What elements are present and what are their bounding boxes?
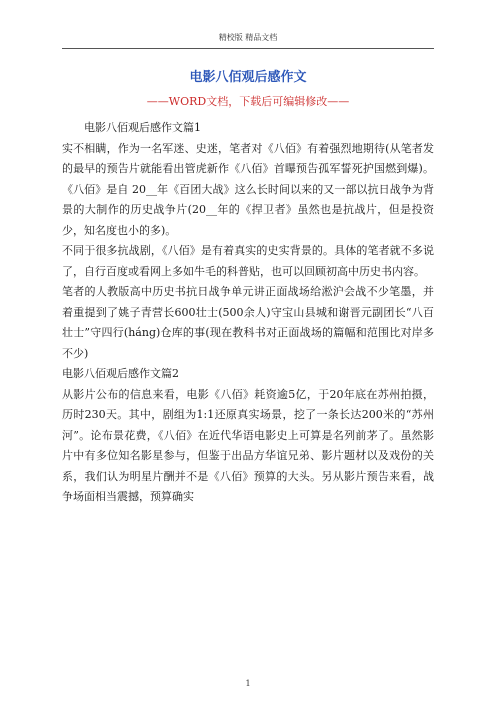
page-number: 1 bbox=[245, 679, 251, 688]
paragraph: 从影片公布的信息来看，电影《八佰》耗资逾5亿，于20年底在苏州拍摄，历时230天。其中，剧组为1:1还原真实场景，挖了一条长达200米的“苏州河”。论布景花费，《八佰》在近代华语电影史上可算是名列前茅了。虽然影片中有多位知名影星参与，但鉴于出品方华谊兄弟、影片题材以及戏份的关系，我们认为明星片酬并不是《八佰》预算的大头。另从影片预告来看，战争场面相当震撼，预算确实 bbox=[62, 387, 434, 503]
document-subtitle: ——WORD文档，下载后可编辑修改—— bbox=[146, 95, 350, 108]
header-divider bbox=[62, 48, 434, 49]
section-heading-1: 电影八佰观后感作文篇1 bbox=[84, 121, 201, 134]
paragraph: 笔者的人教版高中历史书抗日战争单元讲正面战场给淞沪会战不少笔墨，并着重提到了姚子青营长600壮士(500余人)守宝山县城和谢晋元副团长“八百壮士”守四行(háng)仓库的事(现在教科书对正面战场的篇幅和范围比对岸多不少) bbox=[62, 285, 434, 360]
paragraph: 实不相瞒，作为一名军迷、史迷，笔者对《八佰》有着强烈地期待(从笔者发的最早的预告片就能看出管虎新作《八佰》首曝预告孤军誓死护国燃到爆)。《八佰》是自 20__年《百团大战》这么长时间以来的又一部以抗日战争为背景的大制作的历史战争片(20__年的《捍卫者》虽然也是抗战片，但是投资少，知名度也小的多)。 bbox=[62, 141, 434, 237]
document-title: 电影八佰观后感作文 bbox=[189, 70, 307, 85]
page-header: 精校版 精品文档 bbox=[218, 33, 278, 42]
section-heading-2: 电影八佰观后感作文篇2 bbox=[62, 367, 179, 380]
paragraph: 不同于很多抗战剧，《八佰》是有着真实的史实背景的。具体的笔者就不多说了，自行百度或看网上多如牛毛的科普贴，也可以回顾初高中历史书内容。 bbox=[62, 244, 434, 278]
document-body bbox=[62, 118, 434, 508]
